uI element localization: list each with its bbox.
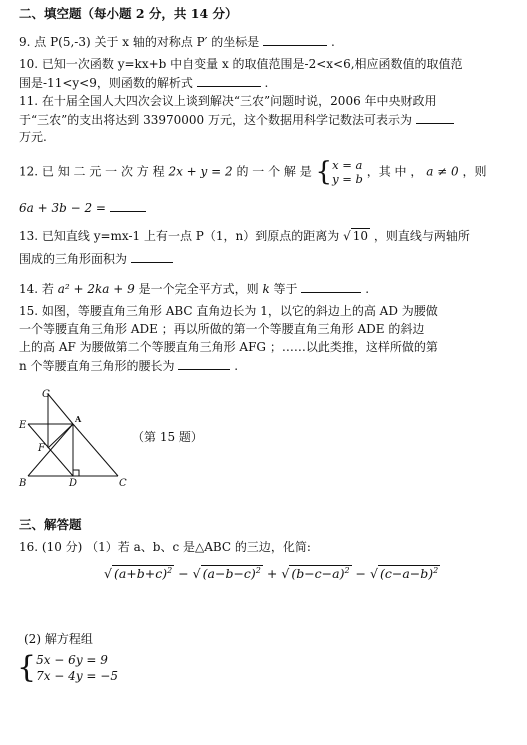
question-15-line1: 15. 如图，等腰直角三角形 ABC 直角边长为 1，以它的斜边上的高 AD 为腰做 [19, 304, 438, 318]
question-11-line2: 于“三农”的支出将达到 33970000 万元，这个数据用科学记数法可表示为 [19, 111, 454, 128]
solution-system: x = a y = b [332, 158, 363, 186]
equation-12: 2x + y = 2 [168, 164, 233, 179]
label-b: B [19, 478, 27, 489]
system-brace: { [315, 157, 333, 187]
system-brace-16: { [17, 650, 37, 685]
question-10-line2: 围是-11<y<9，则函数的解析式 . [19, 76, 269, 90]
right-angle-mark [73, 470, 79, 476]
question-9: 9. 点 P(5,-3) 关于 x 轴的对称点 P′ 的坐标是 . [19, 35, 335, 49]
answer-blank-14[interactable] [301, 280, 361, 293]
label-f: F [38, 443, 45, 454]
question-15-line4: n 个等腰直角三角形的腰长为 . [19, 359, 239, 373]
segment-ga [48, 394, 73, 424]
section-title-fill-in: 二、填空题（每小题 2 分，共 14 分） [19, 6, 238, 21]
question-9-text: 9. 点 P(5,-3) 关于 x 轴的对称点 P′ 的坐标是 [19, 35, 260, 49]
question-15-line2: 一个等腰直角三角形 ADE ；再以所做的第一个等腰直角三角形 ADE 的斜边 [19, 322, 425, 336]
question-14: 14. 若 a² + 2ka + 9 是一个完全平方式，则 k 等于 . [19, 282, 370, 296]
question-12-line2: 6a + 3b − 2 = [19, 199, 146, 216]
question-12-line1: 12. 已 知 二 元 一 次 方 程 2x + y = 2 的 一 个 解 是 {x = a y = b ，其 中 ， a ≠ 0 ，则 [19, 157, 487, 187]
question-15-line3: 上的高 AF 为腰做第二个等腰直角三角形 AFG ；……以此类推，这样所做的第 [19, 340, 438, 354]
question-16-line1: 16. (10 分) （1）若 a、b、c 是△ABC 的三边，化简: [19, 540, 311, 554]
question-10-line1: 10. 已知一次函数 y=kx+b 中自变量 x 的取值范围是-2<x<6,相应函数值的取值范 [19, 57, 463, 71]
label-d: D [69, 478, 78, 489]
altitude-af [48, 424, 73, 448]
answer-blank-15[interactable] [178, 357, 230, 370]
label-a: A [75, 414, 82, 424]
figure-caption: （第 15 题） [132, 430, 203, 444]
label-e: E [19, 420, 27, 431]
question-13-line2: 围成的三角形面积为 [19, 250, 173, 267]
answer-blank-13[interactable] [131, 250, 173, 263]
label-g: G [42, 389, 50, 400]
answer-blank-12[interactable] [110, 199, 146, 212]
section-title-solve: 三、解答题 [19, 517, 82, 532]
triangle-figure [18, 386, 130, 490]
label-c: C [119, 478, 127, 489]
question-11-line3: 万元. [19, 130, 47, 144]
side-ac [73, 424, 118, 476]
question-13-line1: 13. 已知直线 y=mx-1 上有一点 P（1，n）到原点的距离为 √ 10 ，则直线与两轴所 [19, 229, 470, 243]
question-11-line1: 11. 在十届全国人大四次会议上谈到解决“三农”问题时说，2006 年中央财政用 [19, 94, 437, 108]
equation-system: {5x − 6y = 9 7x − 4y = −5 [17, 650, 118, 685]
answer-blank-10[interactable] [197, 74, 261, 87]
sqrt-10: √ 10 [343, 229, 369, 243]
question-16-part2: (2) 解方程组 [24, 632, 93, 646]
answer-blank-11[interactable] [416, 111, 454, 124]
answer-blank-9[interactable] [263, 33, 327, 46]
expression-14: a² + 2ka + 9 [57, 282, 135, 296]
radical-expression: √ $(a+b+c)^2$ − √ $(a-b-c)^2$ + √ $(b-c-a)^2$ − √ $(c-a-b)^2$ [104, 566, 439, 582]
